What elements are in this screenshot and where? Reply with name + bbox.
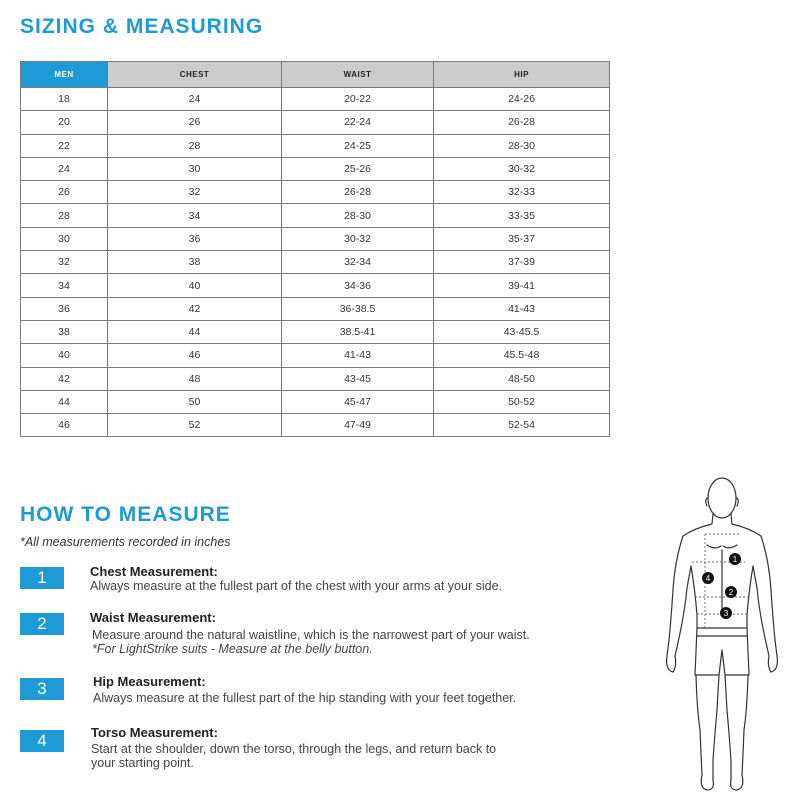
cell-chest: 42: [108, 297, 282, 320]
cell-men: 32: [21, 251, 108, 274]
cell-men: 36: [21, 297, 108, 320]
step-2-badge: 2: [20, 613, 64, 635]
cell-men: 22: [21, 134, 108, 157]
marker-3: [720, 607, 732, 619]
marker-1: [729, 553, 741, 565]
cell-chest: 36: [108, 227, 282, 250]
cell-hip: 32-33: [434, 181, 610, 204]
cell-waist: 45-47: [282, 390, 434, 413]
cell-chest: 28: [108, 134, 282, 157]
table-row: [21, 251, 610, 274]
cell-men: 42: [21, 367, 108, 390]
size-chart-table: [20, 61, 610, 437]
cell-waist: 20-22: [282, 88, 434, 111]
cell-chest: 30: [108, 157, 282, 180]
cell-waist: 28-30: [282, 204, 434, 227]
cell-waist: 25-26: [282, 157, 434, 180]
cell-chest: 50: [108, 390, 282, 413]
cell-hip: 43-45.5: [434, 320, 610, 343]
cell-men: 24: [21, 157, 108, 180]
step-3-title: Hip Measurement:: [93, 674, 206, 689]
step-1-title: Chest Measurement:: [90, 564, 218, 579]
table-row: [21, 390, 610, 413]
table-row: [21, 344, 610, 367]
cell-waist: 47-49: [282, 414, 434, 437]
cell-waist: 32-34: [282, 251, 434, 274]
step-2-title: Waist Measurement:: [90, 610, 216, 625]
header-hip: HIP: [434, 62, 610, 88]
cell-chest: 24: [108, 88, 282, 111]
cell-men: 34: [21, 274, 108, 297]
svg-text:2: 2: [728, 588, 734, 597]
cell-hip: 26-28: [434, 111, 610, 134]
table-row: [21, 88, 610, 111]
cell-men: 18: [21, 88, 108, 111]
cell-men: 38: [21, 320, 108, 343]
table-row: [21, 274, 610, 297]
step-1-desc: Always measure at the fullest part of the chest with your arms at your side.: [90, 579, 502, 593]
step-2-desc: Measure around the natural waistline, which is the narrowest part of your waist.: [92, 628, 530, 642]
cell-hip: 24-26: [434, 88, 610, 111]
cell-chest: 52: [108, 414, 282, 437]
step-4-desc: Start at the shoulder, down the torso, through the legs, and return back to: [91, 742, 497, 756]
cell-men: 26: [21, 181, 108, 204]
cell-hip: 37-39: [434, 251, 610, 274]
table-row: [21, 414, 610, 437]
measurement-note: *All measurements recorded in inches: [20, 535, 231, 549]
cell-hip: 39-41: [434, 274, 610, 297]
step-1-badge: 1: [20, 567, 64, 589]
cell-waist: 30-32: [282, 227, 434, 250]
table-body: [21, 88, 610, 437]
cell-chest: 48: [108, 367, 282, 390]
table-row: [21, 320, 610, 343]
table-row: [21, 111, 610, 134]
table-row: [21, 367, 610, 390]
cell-hip: 48-50: [434, 367, 610, 390]
step-3-badge: 3: [20, 678, 64, 700]
cell-hip: 41-43: [434, 297, 610, 320]
how-to-measure-title: HOW TO MEASURE: [20, 503, 231, 526]
cell-waist: 26-28: [282, 181, 434, 204]
step-2-note: *For LightStrike suits - Measure at the belly button.: [92, 642, 373, 656]
cell-men: 30: [21, 227, 108, 250]
cell-men: 20: [21, 111, 108, 134]
cell-waist: 22-24: [282, 111, 434, 134]
step-3-desc: Always measure at the fullest part of the hip standing with your feet together.: [93, 691, 517, 705]
cell-men: 28: [21, 204, 108, 227]
table-row: [21, 157, 610, 180]
cell-hip: 35-37: [434, 227, 610, 250]
cell-hip: 30-32: [434, 157, 610, 180]
svg-text:4: 4: [705, 574, 711, 583]
cell-chest: 34: [108, 204, 282, 227]
step-4-desc-cont: your starting point.: [91, 756, 194, 770]
cell-waist: 24-25: [282, 134, 434, 157]
cell-chest: 26: [108, 111, 282, 134]
body-figure-illustration: [655, 470, 790, 795]
table-row: [21, 181, 610, 204]
table-row: [21, 297, 610, 320]
svg-text:1: 1: [732, 555, 738, 564]
cell-men: 40: [21, 344, 108, 367]
cell-waist: 41-43: [282, 344, 434, 367]
cell-hip: 28-30: [434, 134, 610, 157]
table-header-row: [21, 62, 610, 88]
table-row: [21, 204, 610, 227]
cell-hip: 50-52: [434, 390, 610, 413]
header-men: MEN: [21, 62, 108, 88]
cell-hip: 33-35: [434, 204, 610, 227]
header-chest: CHEST: [108, 62, 282, 88]
cell-men: 46: [21, 414, 108, 437]
header-waist: WAIST: [282, 62, 434, 88]
cell-waist: 38.5-41: [282, 320, 434, 343]
step-4-title: Torso Measurement:: [91, 725, 218, 740]
cell-chest: 32: [108, 181, 282, 204]
cell-waist: 34-36: [282, 274, 434, 297]
cell-chest: 40: [108, 274, 282, 297]
cell-waist: 43-45: [282, 367, 434, 390]
step-4-badge: 4: [20, 730, 64, 752]
svg-text:3: 3: [723, 609, 729, 618]
sizing-title: SIZING & MEASURING: [20, 15, 264, 38]
cell-men: 44: [21, 390, 108, 413]
cell-hip: 52-54: [434, 414, 610, 437]
marker-4: [702, 572, 714, 584]
table-row: [21, 134, 610, 157]
table-row: [21, 227, 610, 250]
cell-hip: 45.5-48: [434, 344, 610, 367]
cell-chest: 46: [108, 344, 282, 367]
marker-2: [725, 586, 737, 598]
cell-waist: 36-38.5: [282, 297, 434, 320]
cell-chest: 44: [108, 320, 282, 343]
cell-chest: 38: [108, 251, 282, 274]
